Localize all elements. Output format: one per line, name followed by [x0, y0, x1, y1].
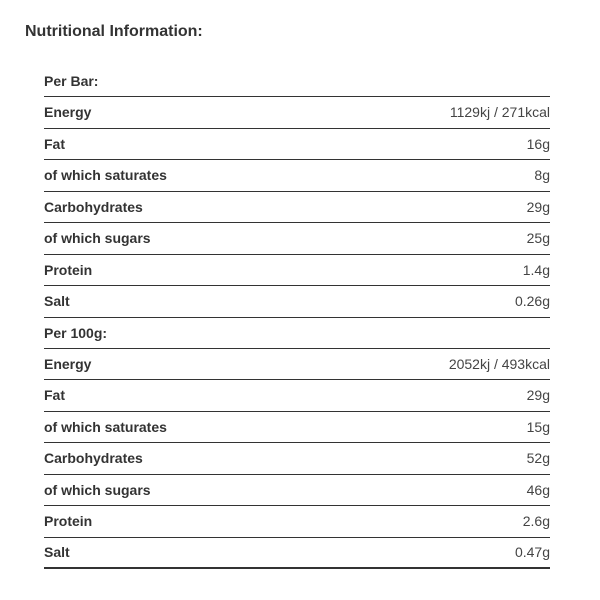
table-row: [44, 506, 550, 538]
row-label: Energy: [44, 355, 92, 372]
row-value: 25g: [526, 230, 550, 247]
row-label: Salt: [44, 293, 70, 310]
section-per-bar: [44, 66, 550, 318]
row-label: Fat: [44, 387, 65, 404]
table-row: [44, 412, 550, 444]
row-value: 8g: [534, 167, 550, 184]
row-label: of which saturates: [44, 418, 167, 435]
section-header: Per Bar:: [44, 66, 550, 97]
row-value: 46g: [526, 481, 550, 498]
row-value: 1.4g: [522, 261, 550, 278]
table-row: [44, 286, 550, 318]
row-value: 52g: [526, 450, 550, 467]
row-label: of which sugars: [44, 230, 151, 247]
table-row: [44, 380, 550, 412]
row-value: 0.26g: [514, 293, 550, 310]
table-row: [44, 255, 550, 287]
section-per-100g: [44, 318, 550, 570]
section-header: Per 100g:: [44, 318, 550, 349]
table-row: [44, 97, 550, 129]
table-row: [44, 223, 550, 255]
row-label: Carbohydrates: [44, 198, 143, 215]
row-label: Carbohydrates: [44, 450, 143, 467]
table-row: [44, 475, 550, 507]
row-value: 15g: [526, 418, 550, 435]
table-row: [44, 192, 550, 224]
table-row: [44, 160, 550, 192]
row-value: 1129kj / 271kcal: [449, 104, 550, 121]
row-value: 0.47g: [514, 544, 550, 561]
row-label: Fat: [44, 135, 65, 152]
row-value: 16g: [526, 135, 550, 152]
table-row: [44, 443, 550, 475]
row-label: Protein: [44, 513, 93, 530]
row-value: 29g: [526, 387, 550, 404]
row-value: 2052kj / 493kcal: [448, 355, 550, 372]
row-label: Protein: [44, 261, 93, 278]
row-label: of which sugars: [44, 481, 151, 498]
table-row: [44, 349, 550, 381]
row-value: 29g: [526, 198, 550, 215]
table-row: [44, 129, 550, 161]
row-label: Salt: [44, 544, 70, 561]
row-label: Energy: [44, 104, 92, 121]
row-value: 2.6g: [522, 513, 550, 530]
table-row: [44, 538, 550, 570]
page-title: Nutritional Information:: [25, 23, 203, 40]
nutrition-table: [44, 66, 550, 569]
row-label: of which saturates: [44, 167, 167, 184]
